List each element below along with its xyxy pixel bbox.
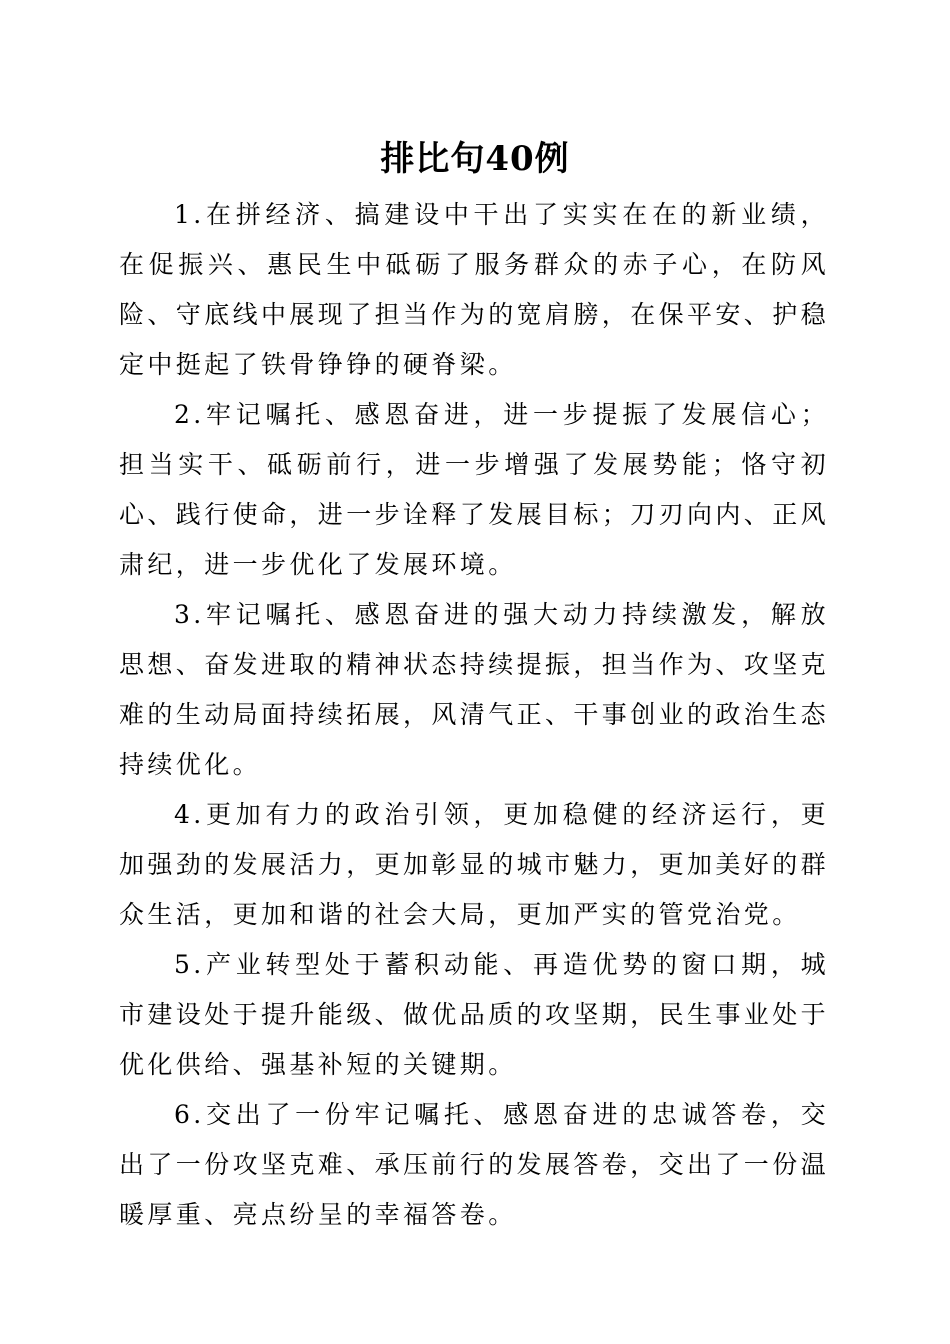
paragraph-6: 6.交出了一份牢记嘱托、感恩奋进的忠诚答卷，交出了一份攻坚克难、承压前行的发展答卷，交出了一份温暖厚重、亮点纷呈的幸福答卷。 — [119, 1100, 830, 1229]
document-body — [119, 190, 829, 1240]
page-title: 排比句40例 — [380, 139, 570, 179]
paragraph-2: 2.牢记嘱托、感恩奋进，进一步提振了发展信心；担当实干、砥砺前行，进一步增强了发展势能；恪守初心、践行使命，进一步诠释了发展目标；刀刃向内、正风肃纪，进一步优化了发展环境。 — [119, 400, 830, 579]
paragraph-5: 5.产业转型处于蓄积动能、再造优势的窗口期，城市建设处于提升能级、做优品质的攻坚期，民生事业处于优化供给、强基补短的关键期。 — [119, 950, 830, 1079]
paragraph-1: 1.在拼经济、搞建设中干出了实实在在的新业绩，在促振兴、惠民生中砥砺了服务群众的赤子心，在防风险、守底线中展现了担当作为的宽肩膀，在保平安、护稳定中挺起了铁骨铮铮的硬脊梁。 — [119, 200, 830, 379]
paragraph-3: 3.牢记嘱托、感恩奋进的强大动力持续激发，解放思想、奋发进取的精神状态持续提振，担当作为、攻坚克难的生动局面持续拓展，风清气正、干事创业的政治生态持续优化。 — [119, 600, 830, 779]
paragraph-4: 4.更加有力的政治引领，更加稳健的经济运行，更加强劲的发展活力，更加彰显的城市魅力，更加美好的群众生活，更加和谐的社会大局，更加严实的管党治党。 — [119, 800, 830, 929]
